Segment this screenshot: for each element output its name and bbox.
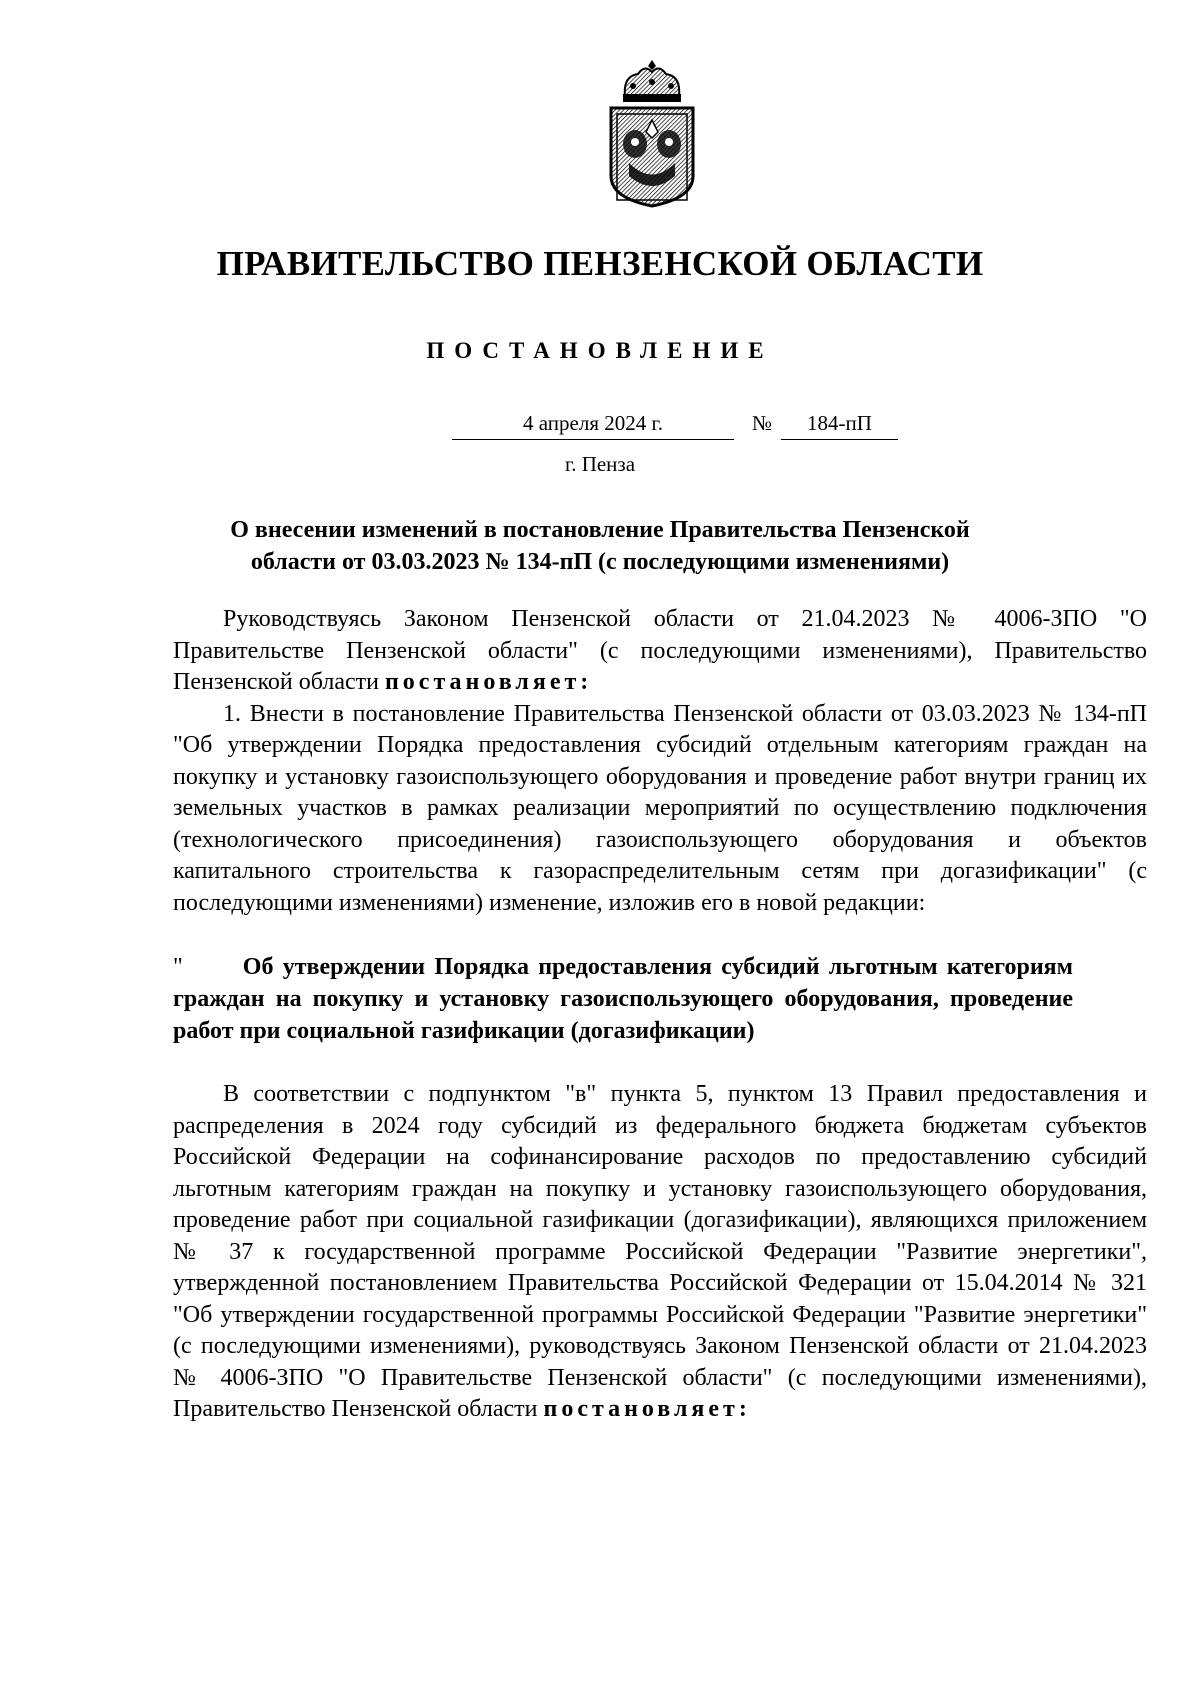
paragraph-basis: [173, 1079, 1147, 1426]
preamble-emphasis: постановляет:: [384, 669, 593, 695]
decree-number: 184-пП: [781, 411, 898, 440]
paragraph-item-1: 1. Внести в постановление Правительства Пензенской области от 03.03.2023 № 134-пП "Об утверждении Порядка предоставления субсидий отдельным категориям граждан на покупку и установку газоиспользующего оборудования и проведение работ внутри границ их земельных участков в рамках реализации мероприятий по осуществлению подключения (технологического присоединения) газоиспользующего оборудования и объектов капитального строительства к газораспределительным сетям при догазификации" (с последующими изменениями) изменение, изложив его в новой редакции:: [173, 700, 1147, 916]
paragraph-preamble: [173, 604, 1147, 699]
spacer: [173, 1047, 1147, 1079]
city: г. Пенза: [564, 452, 636, 476]
decree-subject: О внесении изменений в постановление Правительства Пензенской области от 03.03.2023 № 134-пП (с последующими изменениями): [230, 517, 970, 575]
decree-date: 4 апреля 2024 г.: [452, 411, 734, 440]
quoted-title: [173, 951, 1073, 1047]
preamble-text: Руководствуясь Законом Пензенской области от 21.04.2023 № 4006-ЗПО "О Правительстве Пензенской области" (с последующими изменениями), Правительство Пензенской области: [173, 606, 1147, 695]
basis-emphasis: постановляет:: [543, 1396, 751, 1422]
document-body: [173, 604, 1147, 1426]
spacer: [173, 919, 1147, 951]
number-sign: №: [751, 411, 773, 435]
quote-mark: ": [173, 954, 183, 980]
government-title: ПРАВИТЕЛЬСТВО ПЕНЗЕНСКОЙ ОБЛАСТИ: [216, 244, 984, 283]
document-type: ПОСТАНОВЛЕНИЕ: [426, 338, 774, 363]
quoted-title-text: Об утверждении Порядка предоставления субсидий льготным категориям граждан на покупку и установку газоиспользующего оборудования, проведение работ при социальной газификации (догазификации): [173, 954, 1073, 1044]
coat-of-arms-icon: [603, 58, 701, 208]
basis-text: В соответствии с подпунктом "в" пункта 5, пунктом 13 Правил предоставления и распределения в 2024 году субсидий из федерального бюджета бюджетам субъектов Российской Федерации на софинансирование расходов по предоставлению субсидий льготным категориям граждан на покупку и установку газоиспользующего оборудования, проведение работ при социальной газификации (догазификации), являющихся приложением № 37 к государственной программе Российской Федерации "Развитие энергетики", утвержденной постановлением Правительства Российской Федерации от 15.04.2014 № 321 "Об утверждении государственной программы Российской Федерации "Развитие энергетики" (с последующими изменениями), руководствуясь Законом Пензенской области от 21.04.2023 № 4006-ЗПО "О Правительстве Пензенской области" (с последующими изменениями), Правительство Пензенской области: [173, 1081, 1147, 1422]
